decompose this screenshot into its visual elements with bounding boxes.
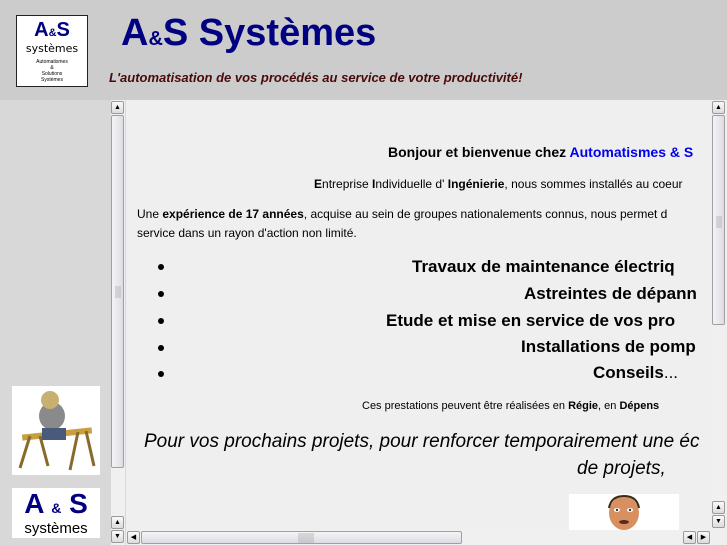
projects-text: Pour vos prochains projets, pour renforcer temporairement une éc [144,431,700,452]
service-item: Conseils... [593,363,679,382]
scroll-up-button[interactable]: ▲ [111,101,124,114]
scroll-left-button[interactable]: ◀ [127,531,140,544]
logo-subtitle: systèmes [25,42,79,55]
scroll-thumb[interactable] [111,115,124,468]
worker-sawing-icon [12,386,100,475]
main-horizontal-scrollbar[interactable] [126,530,712,545]
scroll-right-button[interactable]: ▶ [697,531,710,544]
logo-small-text: Automatismes & Solutions Systèmes [36,59,68,83]
service-item: Travaux de maintenance électriq [412,257,675,276]
bullet-icon [158,264,164,270]
scroll-down-button[interactable]: ▼ [111,530,124,543]
bullet-icon [158,291,164,297]
prestations-text: Ces prestations peuvent être réalisées en Régie, en Dépens [362,400,660,412]
scroll-up-button-lower[interactable]: ▲ [712,501,725,514]
brand-link[interactable]: Automatismes & S [569,144,694,160]
left-frame [0,100,126,545]
main-content-frame [126,100,727,545]
worker-image [12,386,100,475]
logo-title: A&S [34,19,70,41]
as-logo-small[interactable]: A & S systèmes [12,488,100,538]
service-item: Astreintes de dépann [524,284,697,303]
scroll-thumb-horizontal[interactable] [141,531,462,544]
scroll-up-button[interactable]: ▲ [712,101,725,114]
welcome-heading: Bonjour et bienvenue chez Automatismes & S [388,144,694,160]
experience-paragraph-line2: service dans un rayon d'action non limité. [137,226,357,240]
animated-face-icon [569,494,679,530]
service-item: Installations de pomp [521,337,696,356]
service-item: Etude et mise en service de vos pro [386,311,676,330]
site-title: A&S Systèmes [121,12,377,54]
intro-text: Entreprise Individuelle d' Ingénierie, nous sommes installés au coeur [314,177,683,191]
bullet-icon [158,345,164,351]
bullet-icon [158,318,164,324]
experience-paragraph: Une expérience de 17 années, acquise au sein de groupes nationalements connus, nous permet d [137,207,668,221]
header [0,0,727,100]
scroll-thumb[interactable] [712,115,725,325]
bullet-icon [158,371,164,377]
left-frame-vertical-scrollbar[interactable] [111,100,125,545]
face-image [569,494,679,530]
scroll-up-button-lower[interactable]: ▲ [111,516,124,529]
scroll-left-button-end[interactable]: ◀ [683,531,696,544]
scroll-down-button[interactable]: ▼ [712,515,725,528]
tagline: L'automatisation de vos procédés au service de votre productivité! [109,70,523,85]
projects-text-line2: de projets, [577,458,666,479]
logo[interactable] [16,15,88,87]
main-vertical-scrollbar[interactable] [712,100,726,530]
